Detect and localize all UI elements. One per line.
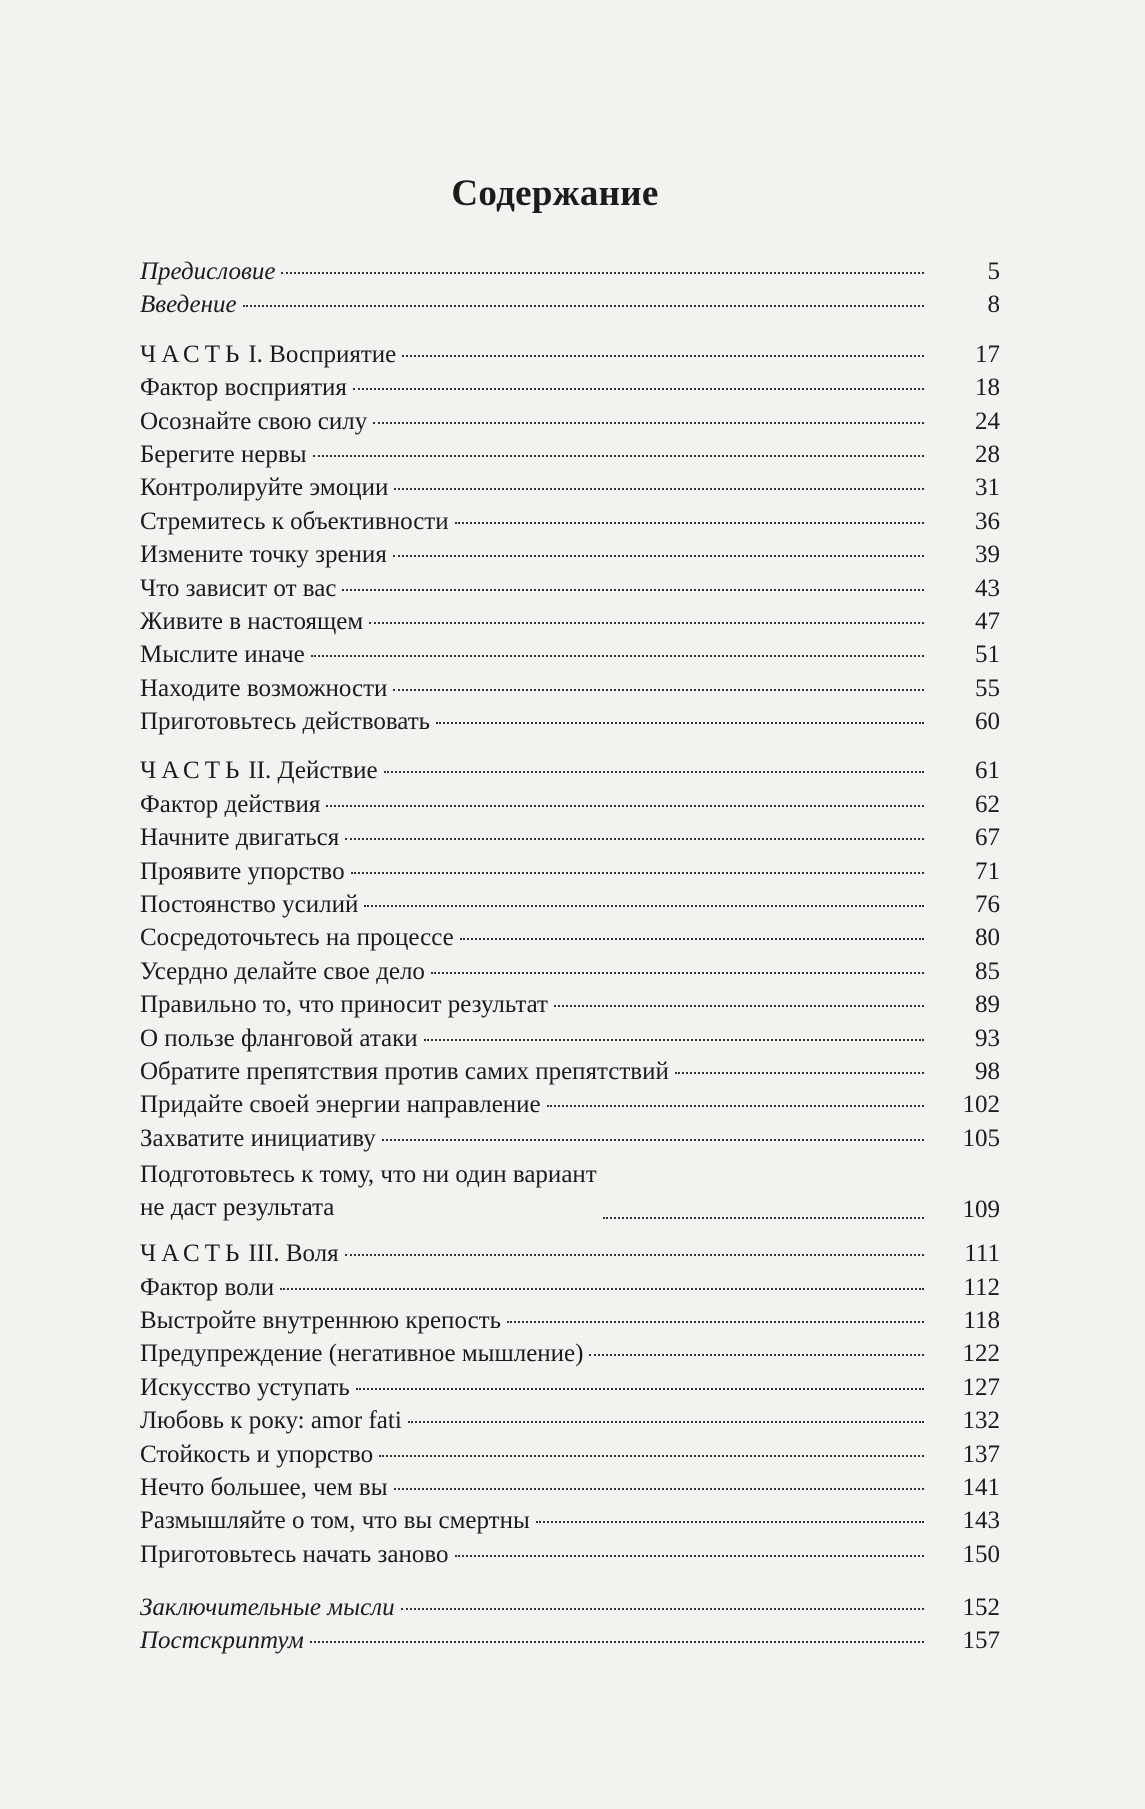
- part-heading-label: [140, 341, 396, 369]
- dot-leader: [547, 1105, 924, 1107]
- toc-entry: [140, 1091, 1000, 1124]
- dot-leader: [382, 1139, 924, 1141]
- dot-leader: [326, 805, 924, 807]
- toc-entry-page: 143: [962, 1507, 1000, 1535]
- toc-entry-multiline: [140, 1158, 1000, 1224]
- toc-entry-page: 109: [962, 1196, 1000, 1224]
- toc-entry: [140, 1058, 1000, 1091]
- toc-entry-label: Живите в настоящем: [140, 607, 364, 635]
- page-title: Содержание: [451, 173, 659, 214]
- part-word: ЧАСТЬ: [140, 757, 245, 785]
- toc-entry: [140, 791, 1000, 824]
- dot-leader: [342, 589, 924, 591]
- table-of-contents: [140, 258, 1000, 1661]
- dot-leader: [424, 1039, 924, 1041]
- toc-entry-page: 85: [975, 957, 1000, 985]
- toc-entry-label: Постскриптум: [140, 1627, 304, 1655]
- toc-entry-page: 150: [962, 1540, 1000, 1568]
- toc-entry-line: не даст результата: [140, 1194, 335, 1222]
- dot-leader: [455, 1555, 924, 1557]
- toc-entry: [140, 1541, 1000, 1574]
- toc-entry: [140, 1125, 1000, 1158]
- toc-entry-page: 118: [963, 1306, 1000, 1334]
- dot-leader: [394, 1488, 925, 1490]
- toc-entry: [140, 1507, 1000, 1540]
- dot-leader: [313, 455, 924, 457]
- toc-entry-label: Проявите упорство: [140, 857, 345, 885]
- toc-entry: [140, 374, 1000, 407]
- toc-entry-page: 55: [975, 674, 1000, 702]
- toc-entry-page: 89: [975, 991, 1000, 1019]
- toc-entry: [140, 675, 1000, 708]
- dot-leader: [351, 872, 924, 874]
- toc-entry-label: Стремитесь к объективности: [140, 507, 449, 535]
- toc-entry-label: Находите возможности: [140, 674, 388, 702]
- toc-entry-label: Размышляйте о том, что вы смертны: [140, 1507, 530, 1535]
- toc-entry-label: Сосредоточьтесь на процессе: [140, 924, 454, 952]
- toc-entry: [140, 1627, 1000, 1660]
- toc-entry-page: 132: [962, 1407, 1000, 1435]
- dot-leader: [589, 1354, 924, 1356]
- dot-leader: [379, 1455, 924, 1457]
- toc-entry: [140, 258, 1000, 291]
- toc-entry: [140, 575, 1000, 608]
- dot-leader: [554, 1005, 924, 1007]
- dot-leader: [507, 1321, 924, 1323]
- toc-entry-label: Нечто большее, чем вы: [140, 1473, 388, 1501]
- toc-entry-page: 5: [987, 258, 1000, 285]
- dot-leader: [280, 1288, 924, 1290]
- toc-entry-page: 61: [975, 757, 1000, 785]
- toc-entry-label: Предупреждение (негативное мышление): [140, 1340, 584, 1368]
- dot-leader: [373, 422, 924, 424]
- toc-entry-page: 39: [975, 541, 1000, 569]
- toc-entry-page: 111: [964, 1240, 1000, 1268]
- toc-entry-label: Фактор действия: [140, 790, 321, 818]
- part-heading-label: [140, 1240, 339, 1268]
- toc-entry: [140, 824, 1000, 857]
- toc-entry: [140, 508, 1000, 541]
- toc-entry-label: [140, 1158, 597, 1224]
- toc-entry-label: Любовь к року: amor fati: [140, 1407, 402, 1435]
- dot-leader: [394, 488, 924, 490]
- dot-leader: [243, 305, 924, 307]
- toc-entry-page: 98: [975, 1057, 1000, 1085]
- toc-entry-page: 51: [975, 641, 1000, 669]
- toc-entry-label: Предисловие: [140, 258, 276, 285]
- toc-entry: [140, 1274, 1000, 1307]
- dot-leader: [675, 1072, 924, 1074]
- toc-entry-label: Искусство уступать: [140, 1373, 350, 1401]
- toc-entry: [140, 1307, 1000, 1340]
- toc-entry-label: Приготовьтесь действовать: [140, 708, 431, 736]
- toc-entry-label: Обратите препятствия против самих препятствий: [140, 1057, 669, 1085]
- toc-entry-label: Заключительные мысли: [140, 1594, 395, 1622]
- dot-leader: [364, 905, 924, 907]
- part-heading-label: [140, 757, 378, 785]
- toc-part-heading: [140, 341, 1000, 374]
- toc-entry: [140, 1474, 1000, 1507]
- toc-entry: [140, 608, 1000, 641]
- toc-entry-label: Осознайте свою силу: [140, 407, 368, 435]
- toc-entry: [140, 1025, 1000, 1058]
- toc-entry-label: Усердно делайте свое дело: [140, 957, 425, 985]
- toc-entry-page: 137: [962, 1440, 1000, 1468]
- dot-leader: [460, 938, 924, 940]
- toc-entry-label: Что зависит от вас: [140, 574, 337, 602]
- toc-entry-page: 127: [962, 1373, 1000, 1401]
- toc-part-heading: [140, 1240, 1000, 1273]
- toc-entry-page: 67: [975, 824, 1000, 852]
- dot-leader: [408, 1421, 924, 1423]
- toc-entry-page: 62: [975, 790, 1000, 818]
- toc-entry-page: 157: [962, 1627, 1000, 1655]
- toc-entry: [140, 291, 1000, 324]
- toc-entry-label: Фактор восприятия: [140, 374, 347, 402]
- toc-entry: [140, 958, 1000, 991]
- toc-entry: [140, 891, 1000, 924]
- toc-entry-line: Подготовьтесь к тому, что ни один вариант: [140, 1161, 597, 1189]
- toc-entry-page: 24: [975, 407, 1000, 435]
- dot-leader: [281, 272, 924, 274]
- toc-entry: [140, 858, 1000, 891]
- toc-entry: [140, 1407, 1000, 1440]
- toc-entry: [140, 1441, 1000, 1474]
- toc-entry-label: Стойкость и упорство: [140, 1440, 374, 1468]
- toc-entry: [140, 541, 1000, 574]
- toc-entry-label: О пользе фланговой атаки: [140, 1024, 418, 1052]
- dot-leader: [402, 355, 924, 357]
- toc-entry: [140, 708, 1000, 741]
- toc-entry-page: 105: [962, 1124, 1000, 1152]
- toc-entry-label: Измените точку зрения: [140, 541, 387, 569]
- part-title: I. Восприятие: [248, 340, 397, 368]
- toc-entry-page: 71: [975, 857, 1000, 885]
- toc-entry: [140, 1374, 1000, 1407]
- dot-leader: [393, 555, 924, 557]
- dot-leader: [401, 1608, 924, 1610]
- toc-entry-label: Правильно то, что приносит результат: [140, 991, 548, 1019]
- toc-entry-label: Начните двигаться: [140, 824, 340, 852]
- toc-entry: [140, 641, 1000, 674]
- dot-leader: [384, 771, 924, 773]
- toc-entry-label: Мыслите иначе: [140, 641, 305, 669]
- toc-entry-page: 112: [963, 1273, 1000, 1301]
- toc-entry-page: 31: [975, 474, 1000, 502]
- toc-entry-page: 36: [975, 507, 1000, 535]
- toc-entry-page: 17: [975, 340, 1000, 368]
- toc-entry-label: Постоянство усилий: [140, 891, 359, 919]
- toc-entry-page: 43: [975, 574, 1000, 602]
- dot-leader: [536, 1521, 924, 1523]
- part-word: ЧАСТЬ: [140, 1240, 245, 1268]
- toc-entry-label: Контролируйте эмоции: [140, 474, 389, 502]
- toc-entry-label: Выстройте внутреннюю крепость: [140, 1306, 501, 1334]
- toc-entry: [140, 1340, 1000, 1373]
- toc-entry-page: 122: [962, 1340, 1000, 1368]
- toc-entry: [140, 441, 1000, 474]
- toc-entry-page: 28: [975, 440, 1000, 468]
- toc-entry-label: Берегите нервы: [140, 440, 307, 468]
- dot-leader: [345, 1254, 924, 1256]
- part-title: III. Воля: [248, 1240, 339, 1268]
- toc-entry-page: 60: [975, 708, 1000, 736]
- dot-leader: [369, 622, 924, 624]
- dot-leader: [310, 1641, 924, 1643]
- toc-entry-label: Придайте своей энергии направление: [140, 1091, 541, 1119]
- dot-leader: [436, 722, 924, 724]
- dot-leader: [311, 655, 924, 657]
- toc-entry-page: 76: [975, 891, 1000, 919]
- dot-leader: [603, 1217, 924, 1219]
- dot-leader: [345, 838, 924, 840]
- toc-entry-label: Приготовьтесь начать заново: [140, 1540, 449, 1568]
- dot-leader: [356, 1388, 924, 1390]
- toc-entry-page: 93: [975, 1024, 1000, 1052]
- part-title: II. Действие: [248, 757, 378, 785]
- dot-leader: [455, 522, 924, 524]
- toc-entry: [140, 924, 1000, 957]
- toc-entry: [140, 991, 1000, 1024]
- toc-entry-label: Фактор воли: [140, 1273, 275, 1301]
- toc-entry: [140, 474, 1000, 507]
- toc-entry-page: 141: [962, 1473, 1000, 1501]
- toc-entry-page: 47: [975, 607, 1000, 635]
- toc-entry: [140, 408, 1000, 441]
- toc-entry-page: 152: [962, 1594, 1000, 1622]
- toc-entry-label: Введение: [140, 291, 237, 319]
- dot-leader: [431, 972, 924, 974]
- toc-entry-label: Захватите инициативу: [140, 1124, 376, 1152]
- toc-part-heading: [140, 757, 1000, 790]
- toc-entry-page: 8: [987, 291, 1000, 319]
- toc-entry: [140, 1594, 1000, 1627]
- toc-entry-page: 80: [975, 924, 1000, 952]
- toc-entry-page: 102: [962, 1091, 1000, 1119]
- part-word: ЧАСТЬ: [140, 340, 245, 368]
- toc-entry-page: 18: [975, 374, 1000, 402]
- dot-leader: [393, 689, 924, 691]
- dot-leader: [353, 388, 924, 390]
